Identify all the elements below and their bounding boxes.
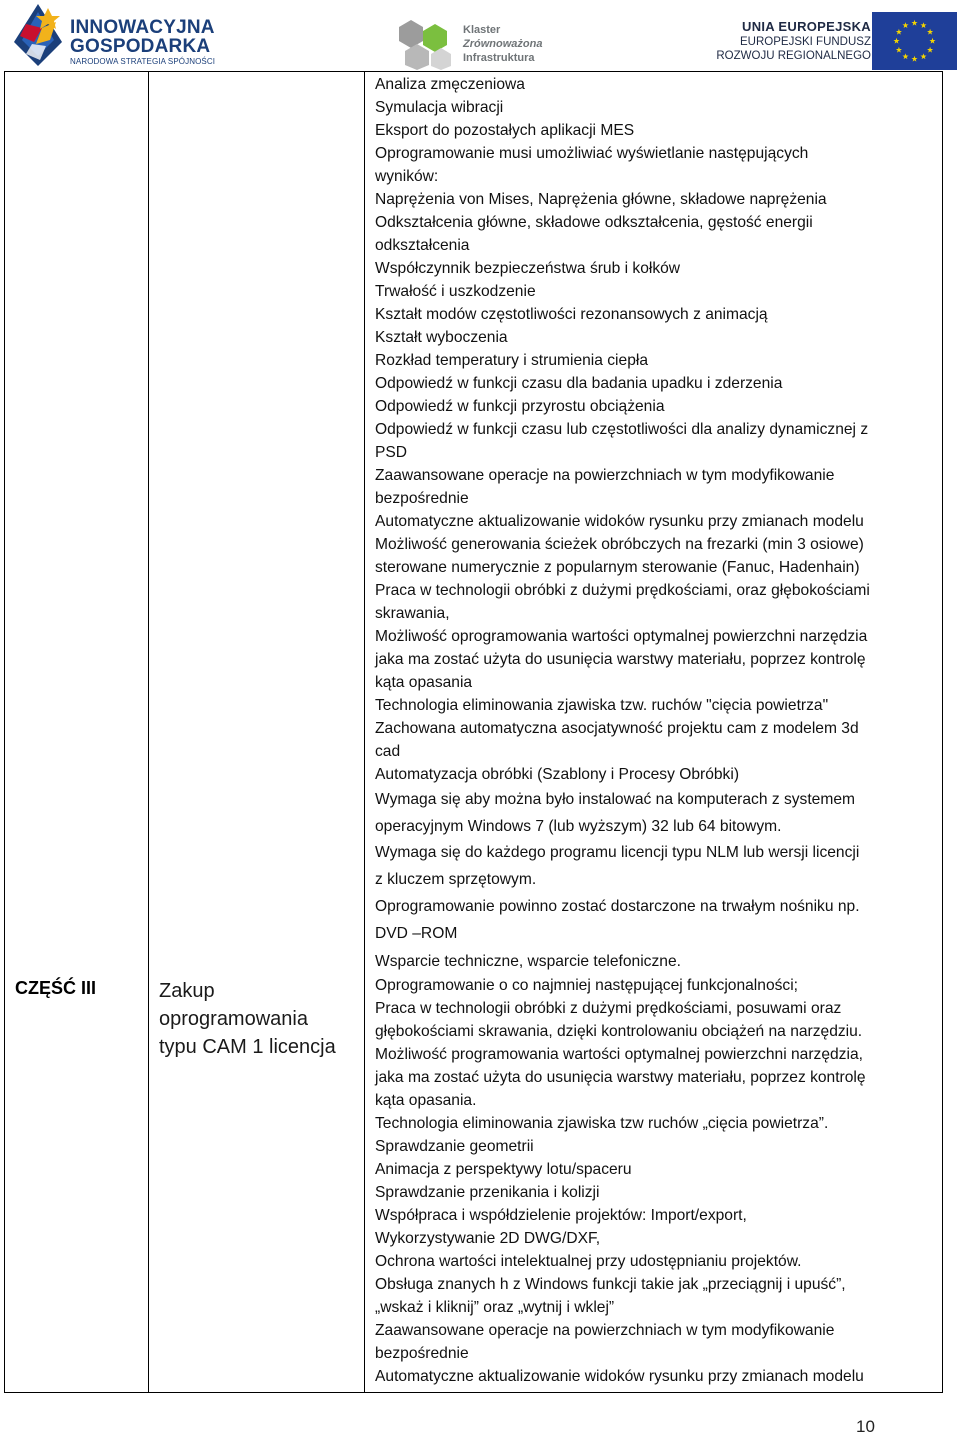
logo-left-line1: INNOWACYJNA (70, 17, 215, 38)
spec-line: Wsparcie techniczne, wsparcie telefoniczne. (375, 953, 681, 970)
logo-center-line3: Infrastruktura (463, 52, 535, 64)
page-header (0, 0, 960, 72)
item-name-line: typu CAM 1 licencja (159, 1036, 336, 1058)
part-label: CZĘŚĆ III (15, 978, 97, 998)
spec-line: Automatyczne aktualizowanie widoków rysunku przy zmianach modelu (375, 513, 864, 530)
spec-line: Rozkład temperatury i strumienia ciepła (375, 352, 649, 369)
spec-line: Praca w technologii obróbki z dużymi prędkościami, posuwami oraz (375, 1000, 842, 1017)
spec-line: Technologia eliminowania zjawiska tzw ruchów „cięcia powietrza”. (375, 1115, 829, 1132)
spec-line: Zaawansowane operacje na powierzchniach w tym modyfikowanie (375, 467, 835, 484)
spec-line: Analiza zmęczeniowa (375, 76, 525, 93)
spec-line: cad (375, 743, 401, 760)
logo-left-line2: GOSPODARKA (70, 36, 211, 57)
page-number: 10 (856, 1417, 875, 1436)
innowacyjna-gospodarka-logo (12, 2, 232, 68)
spec-line: Odkształcenia główne, składowe odkształcenia, gęstość energii (375, 214, 813, 231)
spec-line: „wskaż i kliknij” oraz „wytnij i wklej” (375, 1299, 615, 1316)
spec-line: Możliwość oprogramowania wartości optymalnej powierzchni narzędzia (375, 628, 868, 645)
logo-center-line1: Klaster (463, 24, 501, 36)
spec-line: Obsługa znanych h z Windows funkcji takie jak „przeciągnij i upuść”, (375, 1276, 846, 1293)
spec-line: Naprężenia von Mises, Naprężenia główne, składowe naprężenia (375, 191, 827, 208)
spec-line: operacyjnym Windows 7 (lub wyższym) 32 lub 64 bitowym. (375, 818, 782, 835)
hexagon-cluster-icon (393, 18, 457, 70)
spec-line: kąta opasania (375, 674, 473, 691)
spec-line: Oprogramowanie powinno zostać dostarczone na trwałym nośniku np. (375, 898, 860, 915)
logo-right-line2: EUROPEJSKI FUNDUSZ (740, 36, 871, 48)
logo-left-line3: NARODOWA STRATEGIA SPÓJNOŚCI (70, 57, 216, 66)
spec-line: Automatyzacja obróbki (Szablony i Procesy Obróbki) (375, 766, 740, 783)
item-name (159, 977, 359, 1061)
column-divider (148, 72, 149, 1392)
spec-line: Wymaga się do każdego programu licencji typu NLM lub wersji licencji (375, 844, 860, 861)
logo-right-line1: UNIA EUROPEJSKA (742, 19, 871, 34)
spec-line: Sprawdzanie geometrii (375, 1138, 534, 1155)
spec-line: Współpraca i współdzielenie projektów: Import/export, (375, 1207, 747, 1224)
spec-line: Zaawansowane operacje na powierzchniach w tym modyfikowanie (375, 1322, 835, 1339)
spec-line: Technologia eliminowania zjawiska tzw. ruchów "cięcia powietrza" (375, 697, 829, 714)
spec-line: z kluczem sprzętowym. (375, 871, 537, 888)
klaster-logo (393, 18, 553, 70)
item-name-line: Zakup (159, 980, 215, 1002)
spec-line: Zachowana automatyczna asocjatywność projektu cam z modelem 3d (375, 720, 859, 737)
spec-line: kąta opasania. (375, 1092, 477, 1109)
item-name-line: oprogramowania (159, 1008, 308, 1030)
spec-line: jaka ma zostać użyta do usunięcia warstwy materiału, poprzez kontrolę (375, 651, 866, 668)
spec-line: Możliwość generowania ścieżek obróbczych na frezarki (min 3 osiowe) (375, 536, 864, 553)
spec-line: wyników: (375, 168, 439, 185)
spec-line: odkształcenia (375, 237, 470, 254)
spec-line: bezpośrednie (375, 490, 469, 507)
spec-line: Ochrona wartości intelektualnej przy udostępnianiu projektów. (375, 1253, 802, 1270)
spec-line: Odpowiedź w funkcji czasu dla badania upadku i zderzenia (375, 375, 783, 392)
unia-europejska-logo (712, 12, 957, 72)
logo-right-line3: ROZWOJU REGIONALNEGO (716, 50, 871, 62)
spec-line: Odpowiedź w funkcji przyrostu obciążenia (375, 398, 665, 415)
spec-line: głębokościami skrawania, dzięki kontrolowaniu obciążeń na narzędziu. (375, 1023, 863, 1040)
spec-line: Eksport do pozostałych aplikacji MES (375, 122, 635, 139)
spec-line: bezpośrednie (375, 1345, 469, 1362)
spec-line: Automatyczne aktualizowanie widoków rysunku przy zmianach modelu (375, 1368, 864, 1385)
spec-line: Wymaga się aby można było instalować na komputerach z systemem (375, 791, 856, 808)
spec-line: Trwałość i uszkodzenie (375, 283, 536, 300)
spec-line: Praca w technologii obróbki z dużymi prędkościami, oraz głębokościami (375, 582, 870, 599)
column-divider (364, 72, 365, 1392)
spec-line: Kształt modów częstotliwości rezonansowych z animacją (375, 306, 768, 323)
logo-center-line2: Zrównoważona (463, 38, 543, 50)
specification-table (4, 71, 943, 1393)
spec-line: Możliwość programowania wartości optymalnej powierzchni narzędzia, (375, 1046, 863, 1063)
spec-line: PSD (375, 444, 408, 461)
spec-line: Sprawdzanie przenikania i kolizji (375, 1184, 600, 1201)
spec-line: Animacja z perspektywy lotu/spaceru (375, 1161, 632, 1178)
spec-line: jaka ma zostać użyta do usunięcia warstwy materiału, poprzez kontrolę (375, 1069, 866, 1086)
spec-line: Kształt wyboczenia (375, 329, 508, 346)
spec-line: Współczynnik bezpieczeństwa śrub i kołków (375, 260, 681, 277)
spec-line: Symulacja wibracji (375, 99, 504, 116)
spec-line: Odpowiedź w funkcji czasu lub częstotliwości dla analizy dynamicznej z (375, 421, 869, 438)
spec-line: DVD –ROM (375, 925, 458, 942)
spec-line: Oprogramowanie o co najmniej następującej funkcjonalności; (375, 977, 799, 994)
spec-line: Oprogramowanie musi umożliwiać wyświetlanie następujących (375, 145, 809, 162)
spec-line: skrawania, (375, 605, 450, 622)
spec-line: Wykorzystywanie 2D DWG/DXF, (375, 1230, 601, 1247)
innowacyjna-gospodarka-emblem-icon (12, 2, 64, 68)
spec-line: sterowane numerycznie z popularnym sterowanie (Fanuc, Hadenhain) (375, 559, 860, 576)
eu-flag-icon (872, 12, 957, 70)
